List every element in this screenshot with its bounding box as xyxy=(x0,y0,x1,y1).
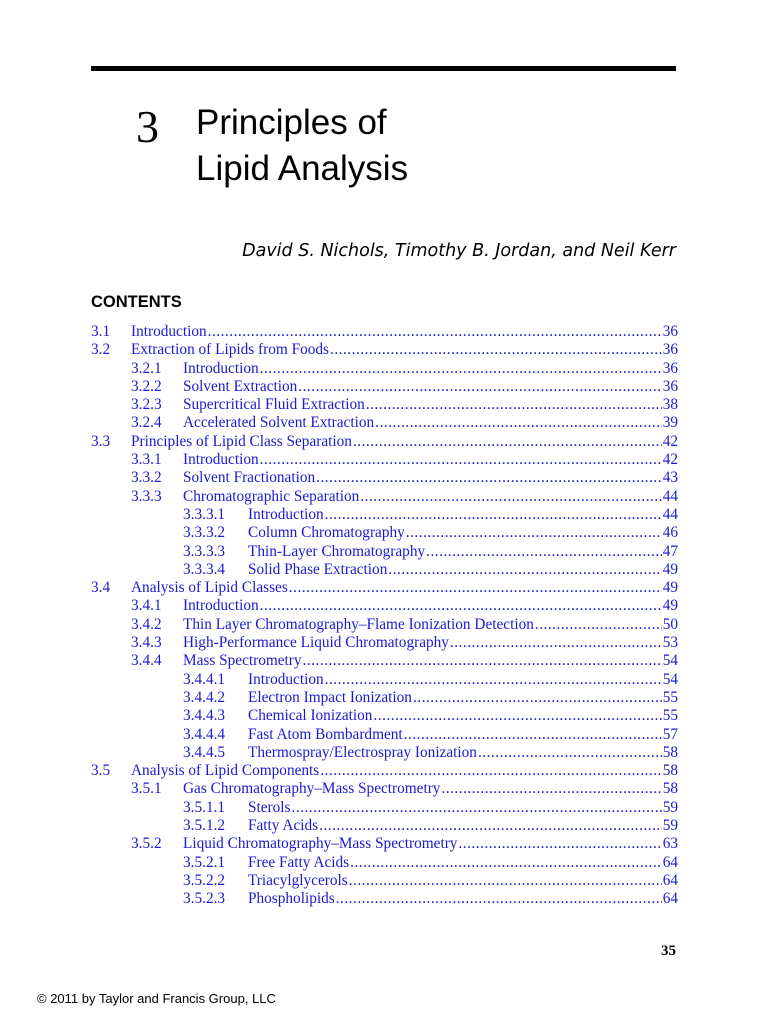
chapter-title xyxy=(196,100,408,192)
toc-entry-title: Introduction xyxy=(183,359,259,377)
toc-entry-leader xyxy=(208,323,662,341)
toc-entry[interactable] xyxy=(91,689,678,707)
toc-entry-leader xyxy=(388,561,661,579)
toc-entry-number: 3.3 xyxy=(91,432,111,450)
toc-entry-title: Electron Impact Ionization xyxy=(248,688,412,706)
toc-entry-title: Triacylglycerols xyxy=(248,871,348,889)
toc-entry[interactable] xyxy=(91,360,678,378)
toc-entry-number: 3.2.3 xyxy=(131,396,162,414)
toc-entry-title: Chemical Ionization xyxy=(248,707,373,725)
toc-entry-title: Column Chromatography xyxy=(248,524,405,542)
toc-entry-number: 3.4.4.2 xyxy=(183,688,226,706)
toc-entry-number: 3.2.2 xyxy=(131,377,162,395)
toc-entry-title: Mass Spectrometry xyxy=(183,652,302,670)
toc-entry-page: 47 xyxy=(662,542,678,560)
toc-entry[interactable] xyxy=(91,396,678,414)
toc-entry-number: 3.5.2.2 xyxy=(183,871,226,889)
toc-entry-title: Gas Chromatography–Mass Spectrometry xyxy=(183,780,441,798)
toc-entry-leader xyxy=(349,872,662,890)
toc-entry-title: Introduction xyxy=(183,597,259,615)
page-number: 35 xyxy=(661,943,676,959)
toc-entry-leader xyxy=(316,469,662,487)
toc-entry-leader xyxy=(260,451,662,469)
toc-entry-page: 42 xyxy=(662,432,678,450)
toc-entry-page: 54 xyxy=(662,670,678,688)
toc-entry-page: 46 xyxy=(662,524,678,542)
toc-entry-title: Liquid Chromatography–Mass Spectrometry xyxy=(183,835,458,853)
toc-entry-number: 3.4.4 xyxy=(131,652,162,670)
toc-entry[interactable] xyxy=(91,451,678,469)
toc-entry-page: 64 xyxy=(662,890,678,908)
toc-entry[interactable] xyxy=(91,835,678,853)
toc-entry-leader xyxy=(353,433,662,451)
toc-entry[interactable] xyxy=(91,707,678,725)
contents-heading: CONTENTS xyxy=(91,293,182,311)
toc-entry-leader xyxy=(441,780,661,798)
copyright-notice: © 2011 by Taylor and Francis Group, LLC xyxy=(37,991,276,1006)
toc-entry-page: 58 xyxy=(662,762,678,780)
toc-entry-title: Accelerated Solvent Extraction xyxy=(183,414,375,432)
toc-entry[interactable] xyxy=(91,762,678,780)
toc-entry-leader xyxy=(404,726,662,744)
toc-entry-leader xyxy=(373,707,661,725)
toc-entry-number: 3.4.2 xyxy=(131,615,162,633)
toc-entry[interactable] xyxy=(91,543,678,561)
authors: David S. Nichols, Timothy B. Jordan, and Neil Kerr xyxy=(242,241,676,261)
toc-entry[interactable] xyxy=(91,378,678,396)
toc-entry[interactable] xyxy=(91,817,678,835)
toc-entry-leader xyxy=(289,579,662,597)
toc-entry[interactable] xyxy=(91,561,678,579)
toc-entry-number: 3.4.4.5 xyxy=(183,743,226,761)
toc-entry-page: 49 xyxy=(662,560,678,578)
toc-entry-leader xyxy=(350,854,662,872)
toc-entry-page: 49 xyxy=(662,579,678,597)
toc-entry-leader xyxy=(360,488,661,506)
toc-entry-page: 64 xyxy=(662,853,678,871)
toc-entry-number: 3.1 xyxy=(91,323,111,340)
chapter-title-line-1: Principles of xyxy=(196,103,387,142)
toc-entry-number: 3.4 xyxy=(91,579,111,597)
toc-entry-number: 3.3.3.4 xyxy=(183,560,226,578)
toc-entry-page: 54 xyxy=(662,652,678,670)
toc-entry-page: 43 xyxy=(662,469,678,487)
table-of-contents xyxy=(91,323,678,909)
toc-entry-page: 59 xyxy=(662,798,678,816)
toc-entry[interactable] xyxy=(91,616,678,634)
toc-entry-number: 3.4.1 xyxy=(131,597,162,615)
toc-entry-title: Solid Phase Extraction xyxy=(248,560,388,578)
toc-entry-title: Chromatographic Separation xyxy=(183,487,360,505)
toc-entry-number: 3.4.3 xyxy=(131,634,162,652)
toc-entry-leader xyxy=(450,634,662,652)
toc-entry-title: Principles of Lipid Class Separation xyxy=(131,432,352,450)
toc-entry[interactable] xyxy=(91,488,678,506)
toc-entry-number: 3.5.2.3 xyxy=(183,890,226,908)
toc-entry-leader xyxy=(458,835,661,853)
toc-entry-number: 3.3.3.2 xyxy=(183,524,226,542)
toc-entry[interactable] xyxy=(91,414,678,432)
toc-entry-leader xyxy=(292,799,662,817)
toc-entry-number: 3.4.4.4 xyxy=(183,725,226,743)
chapter-number: 3 xyxy=(136,101,159,152)
toc-entry-page: 64 xyxy=(662,871,678,889)
toc-entry-leader xyxy=(426,543,662,561)
toc-entry[interactable] xyxy=(91,744,678,762)
toc-entry-page: 44 xyxy=(662,487,678,505)
toc-entry[interactable] xyxy=(91,726,678,744)
toc-entry-leader xyxy=(303,652,662,670)
toc-entry-title: Thin Layer Chromatography–Flame Ionization Detection xyxy=(183,615,534,633)
toc-entry-number: 3.5.1.2 xyxy=(183,817,226,835)
toc-entry-title: Analysis of Lipid Classes xyxy=(131,579,288,597)
toc-entry-page: 49 xyxy=(662,597,678,615)
toc-entry[interactable] xyxy=(91,433,678,451)
toc-entry-page: 57 xyxy=(662,725,678,743)
toc-entry-title: Sterols xyxy=(248,798,291,816)
toc-entry-leader xyxy=(375,414,662,432)
toc-entry-page: 50 xyxy=(662,615,678,633)
toc-entry[interactable] xyxy=(91,799,678,817)
toc-entry[interactable] xyxy=(91,854,678,872)
toc-entry-number: 3.3.3.3 xyxy=(183,542,226,560)
toc-entry[interactable] xyxy=(91,524,678,542)
toc-entry[interactable] xyxy=(91,652,678,670)
toc-entry-title: Analysis of Lipid Components xyxy=(131,762,320,780)
toc-entry-number: 3.3.2 xyxy=(131,469,162,487)
toc-entry-title: Fast Atom Bombardment xyxy=(248,725,403,743)
toc-entry-leader xyxy=(260,360,662,378)
toc-entry-page: 58 xyxy=(662,743,678,761)
toc-entry-leader xyxy=(413,689,662,707)
toc-entry-leader xyxy=(406,524,662,542)
toc-entry-leader xyxy=(478,744,662,762)
toc-entry-number: 3.5.1.1 xyxy=(183,798,226,816)
toc-entry-leader xyxy=(260,597,662,615)
toc-entry-page: 55 xyxy=(662,707,678,725)
toc-entry-title: Introduction xyxy=(248,670,324,688)
toc-entry-number: 3.5 xyxy=(91,762,111,780)
toc-entry-leader xyxy=(325,671,662,689)
toc-entry-page: 55 xyxy=(662,688,678,706)
toc-entry-page: 58 xyxy=(662,780,678,798)
toc-entry-page: 59 xyxy=(662,817,678,835)
toc-entry-number: 3.5.2 xyxy=(131,835,162,853)
toc-entry[interactable] xyxy=(91,671,678,689)
toc-entry-page: 39 xyxy=(662,414,678,432)
top-rule xyxy=(91,66,676,71)
toc-entry-title: Solvent Fractionation xyxy=(183,469,316,487)
toc-entry-title: Introduction xyxy=(248,505,324,523)
toc-entry-title: Supercritical Fluid Extraction xyxy=(183,396,365,414)
toc-entry-leader xyxy=(320,762,661,780)
toc-entry[interactable] xyxy=(91,634,678,652)
toc-entry-number: 3.3.3 xyxy=(131,487,162,505)
toc-entry-number: 3.4.4.3 xyxy=(183,707,226,725)
toc-entry-title: Free Fatty Acids xyxy=(248,853,350,871)
toc-entry-number: 3.3.3.1 xyxy=(183,505,226,523)
toc-entry-title: High-Performance Liquid Chromatography xyxy=(183,634,449,652)
toc-entry-page: 36 xyxy=(662,323,678,340)
toc-entry-number: 3.5.1 xyxy=(131,780,162,798)
toc-entry-page: 36 xyxy=(662,341,678,359)
toc-entry-title: Introduction xyxy=(183,451,259,469)
toc-entry-page: 42 xyxy=(662,451,678,469)
chapter-title-line-2: Lipid Analysis xyxy=(196,149,409,188)
toc-entry-leader xyxy=(336,890,662,908)
toc-entry[interactable] xyxy=(91,780,678,798)
toc-entry[interactable] xyxy=(91,506,678,524)
toc-entry-number: 3.2.4 xyxy=(131,414,162,432)
toc-entry[interactable] xyxy=(91,469,678,487)
toc-entry-page: 36 xyxy=(662,377,678,395)
toc-entry[interactable] xyxy=(91,597,678,615)
toc-entry[interactable] xyxy=(91,579,678,597)
toc-entry-page: 53 xyxy=(662,634,678,652)
toc-entry-title: Solvent Extraction xyxy=(183,377,298,395)
toc-entry-title: Thermospray/Electrospray Ionization xyxy=(248,743,477,761)
toc-entry-title: Phospholipids xyxy=(248,890,335,908)
toc-entry-leader xyxy=(298,378,661,396)
toc-entry-leader xyxy=(319,817,662,835)
toc-entry-leader xyxy=(330,341,662,359)
toc-entry-title: Extraction of Lipids from Foods xyxy=(131,341,329,359)
toc-entry-title: Introduction xyxy=(131,323,207,340)
toc-entry-title: Fatty Acids xyxy=(248,817,319,835)
toc-entry-page: 38 xyxy=(662,396,678,414)
toc-entry-number: 3.2.1 xyxy=(131,359,162,377)
toc-entry-leader xyxy=(535,616,662,634)
toc-entry-leader xyxy=(325,506,662,524)
toc-entry-page: 63 xyxy=(662,835,678,853)
toc-entry-number: 3.2 xyxy=(91,341,111,359)
toc-entry-title: Thin-Layer Chromatography xyxy=(248,542,426,560)
toc-entry[interactable] xyxy=(91,890,678,908)
toc-entry[interactable] xyxy=(91,323,678,341)
toc-entry-number: 3.5.2.1 xyxy=(183,853,226,871)
toc-entry-number: 3.3.1 xyxy=(131,451,162,469)
toc-entry-number: 3.4.4.1 xyxy=(183,670,226,688)
toc-entry-leader xyxy=(366,396,662,414)
toc-entry[interactable] xyxy=(91,341,678,359)
toc-entry-page: 36 xyxy=(662,359,678,377)
toc-entry-page: 44 xyxy=(662,505,678,523)
toc-entry[interactable] xyxy=(91,872,678,890)
